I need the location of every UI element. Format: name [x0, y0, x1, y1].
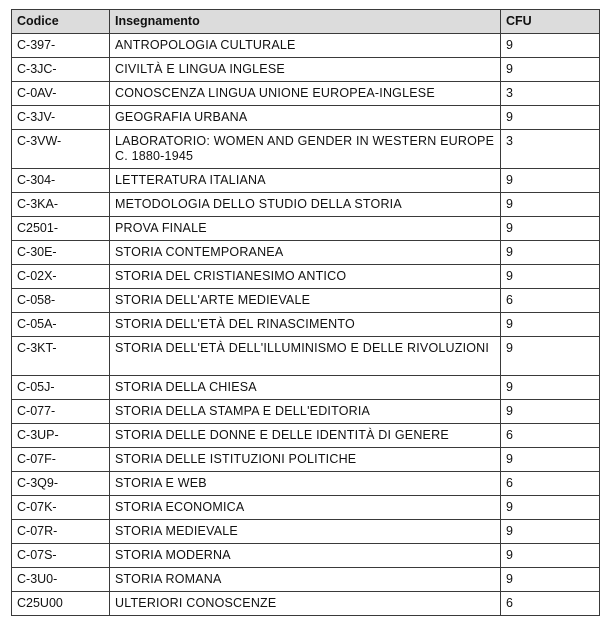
cell-course: ULTERIORI CONOSCENZE	[110, 592, 501, 616]
cell-code: C-3KT-	[12, 337, 110, 376]
cell-cfu: 6	[501, 424, 600, 448]
cell-cfu: 6	[501, 472, 600, 496]
cell-course: STORIA MODERNA	[110, 544, 501, 568]
cell-cfu: 6	[501, 289, 600, 313]
cell-code: C-02X-	[12, 265, 110, 289]
cell-code: C-058-	[12, 289, 110, 313]
cell-cfu: 3	[501, 130, 600, 169]
cell-course: STORIA ECONOMICA	[110, 496, 501, 520]
table-row	[12, 424, 600, 448]
cell-cfu: 9	[501, 337, 600, 376]
table-row	[12, 241, 600, 265]
cell-course: STORIA DELLA CHIESA	[110, 376, 501, 400]
cell-course: ANTROPOLOGIA CULTURALE	[110, 34, 501, 58]
cell-cfu: 9	[501, 193, 600, 217]
cell-code: C-05J-	[12, 376, 110, 400]
cell-course: STORIA E WEB	[110, 472, 501, 496]
cell-code: C-397-	[12, 34, 110, 58]
cell-code: C-3KA-	[12, 193, 110, 217]
header-cfu: CFU	[501, 10, 600, 34]
cell-course: STORIA MEDIEVALE	[110, 520, 501, 544]
table-header-row	[12, 10, 600, 34]
header-course: Insegnamento	[110, 10, 501, 34]
cell-cfu: 9	[501, 217, 600, 241]
cell-code: C-3Q9-	[12, 472, 110, 496]
cell-cfu: 9	[501, 106, 600, 130]
table-row	[12, 472, 600, 496]
table-row	[12, 400, 600, 424]
cell-cfu: 9	[501, 58, 600, 82]
table-row	[12, 520, 600, 544]
cell-cfu: 9	[501, 400, 600, 424]
cell-code: C-077-	[12, 400, 110, 424]
cell-cfu: 9	[501, 313, 600, 337]
cell-code: C-3JC-	[12, 58, 110, 82]
table-row	[12, 544, 600, 568]
table-row	[12, 313, 600, 337]
cell-code: C-30E-	[12, 241, 110, 265]
cell-course: STORIA DELL'ETÀ DEL RINASCIMENTO	[110, 313, 501, 337]
cell-cfu: 6	[501, 592, 600, 616]
table-row	[12, 34, 600, 58]
cell-code: C-07S-	[12, 544, 110, 568]
cell-course: LABORATORIO: WOMEN AND GENDER IN WESTERN EUROPE C. 1880-1945	[110, 130, 501, 169]
table-row	[12, 130, 600, 169]
cell-course: LETTERATURA ITALIANA	[110, 169, 501, 193]
cell-code: C-3U0-	[12, 568, 110, 592]
cell-code: C-05A-	[12, 313, 110, 337]
cell-code: C-0AV-	[12, 82, 110, 106]
course-table	[11, 9, 600, 616]
cell-code: C-07F-	[12, 448, 110, 472]
table-row	[12, 496, 600, 520]
cell-cfu: 3	[501, 82, 600, 106]
cell-course: PROVA FINALE	[110, 217, 501, 241]
table-row	[12, 82, 600, 106]
course-table-container	[11, 9, 599, 616]
cell-cfu: 9	[501, 544, 600, 568]
table-row	[12, 592, 600, 616]
cell-course: STORIA DEL CRISTIANESIMO ANTICO	[110, 265, 501, 289]
cell-course: STORIA DELL'ETÀ DELL'ILLUMINISMO E DELLE RIVOLUZIONI	[110, 337, 501, 376]
table-body	[12, 34, 600, 616]
cell-code: C-07R-	[12, 520, 110, 544]
table-row	[12, 448, 600, 472]
table-row	[12, 217, 600, 241]
table-row	[12, 193, 600, 217]
cell-cfu: 9	[501, 241, 600, 265]
cell-code: C25U00	[12, 592, 110, 616]
cell-cfu: 9	[501, 520, 600, 544]
table-row	[12, 289, 600, 313]
table-row	[12, 265, 600, 289]
table-row	[12, 169, 600, 193]
cell-course: CONOSCENZA LINGUA UNIONE EUROPEA-INGLESE	[110, 82, 501, 106]
cell-code: C-07K-	[12, 496, 110, 520]
cell-course: STORIA DELLE DONNE E DELLE IDENTITÀ DI GENERE	[110, 424, 501, 448]
cell-cfu: 9	[501, 34, 600, 58]
table-row	[12, 58, 600, 82]
table-row	[12, 376, 600, 400]
cell-course: CIVILTÀ E LINGUA INGLESE	[110, 58, 501, 82]
table-row	[12, 106, 600, 130]
header-code: Codice	[12, 10, 110, 34]
cell-course: STORIA DELL'ARTE MEDIEVALE	[110, 289, 501, 313]
cell-cfu: 9	[501, 568, 600, 592]
cell-course: STORIA DELLE ISTITUZIONI POLITICHE	[110, 448, 501, 472]
cell-cfu: 9	[501, 448, 600, 472]
cell-code: C-304-	[12, 169, 110, 193]
cell-course: METODOLOGIA DELLO STUDIO DELLA STORIA	[110, 193, 501, 217]
cell-course: GEOGRAFIA URBANA	[110, 106, 501, 130]
table-row	[12, 568, 600, 592]
cell-code: C-3JV-	[12, 106, 110, 130]
cell-course: STORIA DELLA STAMPA E DELL'EDITORIA	[110, 400, 501, 424]
cell-course: STORIA CONTEMPORANEA	[110, 241, 501, 265]
table-row	[12, 337, 600, 376]
cell-cfu: 9	[501, 169, 600, 193]
cell-course: STORIA ROMANA	[110, 568, 501, 592]
cell-cfu: 9	[501, 496, 600, 520]
cell-code: C2501-	[12, 217, 110, 241]
cell-code: C-3UP-	[12, 424, 110, 448]
cell-cfu: 9	[501, 265, 600, 289]
cell-code: C-3VW-	[12, 130, 110, 169]
cell-cfu: 9	[501, 376, 600, 400]
